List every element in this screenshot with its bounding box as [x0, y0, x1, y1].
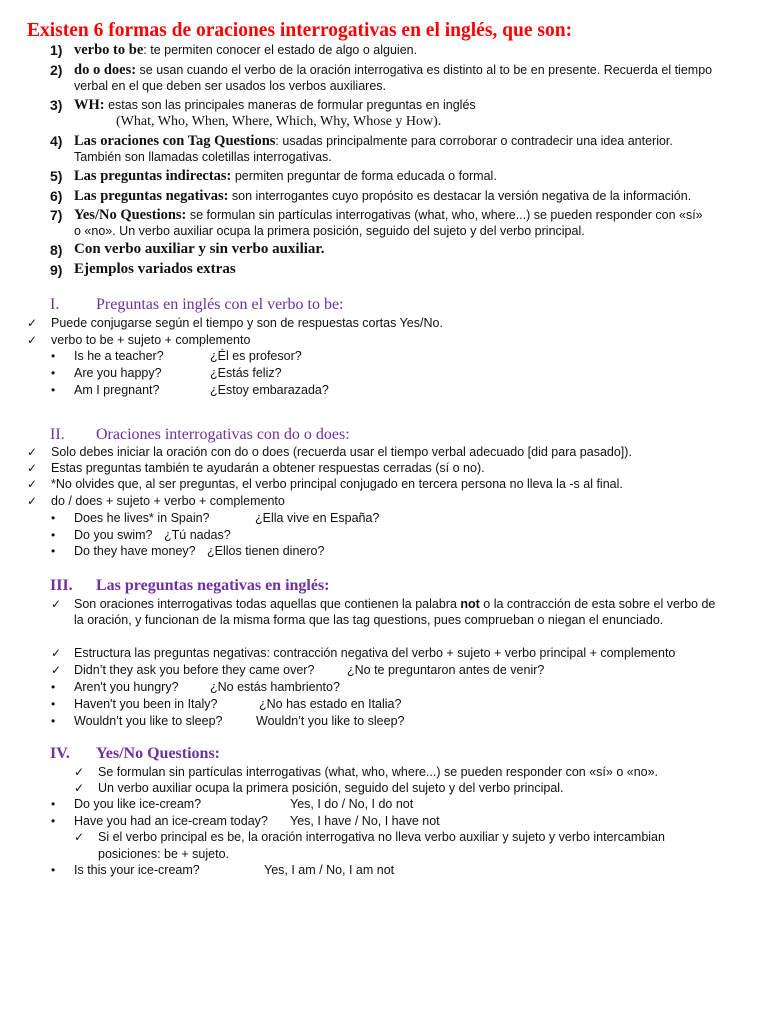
example-es: ¿Estoy embarazada?	[210, 383, 329, 397]
list-number: 7)	[50, 207, 63, 223]
list-item: Las preguntas indirectas: permiten preguntar de forma educada o formal.	[74, 168, 497, 184]
example-en: Do you swim?	[74, 528, 153, 542]
list-item: Con verbo auxiliar y sin verbo auxiliar.	[74, 241, 325, 257]
bullet-icon: •	[51, 680, 56, 694]
bullet-icon: •	[51, 697, 56, 711]
section-heading: IV. Yes/No Questions:	[50, 745, 221, 762]
example-en: Is this your ice-cream?	[74, 863, 200, 877]
list-item: verbo to be: te permiten conocer el estado de algo o alguien.	[74, 42, 418, 58]
example-es: ¿No te preguntaron antes de venir?	[347, 663, 545, 677]
check-text: Puede conjugarse según el tiempo y son de respuestas cortas Yes/No.	[51, 316, 443, 330]
check-icon: ✓	[27, 445, 38, 459]
example-en: Wouldn’t you like to sleep?	[74, 714, 223, 728]
bullet-icon: •	[51, 863, 56, 877]
example-en: Does he lives* in Spain?	[74, 511, 210, 525]
example-es: ¿Él es profesor?	[210, 349, 302, 363]
example-en: Do they have money?	[74, 544, 196, 558]
check-icon: ✓	[27, 477, 38, 491]
example-answer: Yes, I am / No, I am not	[264, 863, 395, 877]
example-es: ¿Ella vive en España?	[255, 511, 380, 525]
check-icon: ✓	[51, 663, 62, 677]
check-text-cont: posiciones: be + sujeto.	[98, 847, 229, 861]
list-item: Las preguntas negativas: son interrogantes cuyo propósito es destacar la versión negativa de la información.	[74, 188, 692, 204]
bullet-icon: •	[51, 528, 56, 542]
page-title: Existen 6 formas de oraciones interrogativas en el inglés, que son:	[27, 20, 573, 41]
bullet-icon: •	[51, 349, 56, 363]
section-heading: III. Las preguntas negativas en inglés:	[50, 577, 330, 594]
check-text: Se formulan sin partículas interrogativas (what, who, where...) se pueden responder con «sí» o «no».	[98, 765, 659, 779]
list-item: do o does: se usan cuando el verbo de la oración interrogativa es distinto al to be en presente. Recuerda el tiempo	[74, 62, 713, 78]
example-en: Haven't you been in Italy?	[74, 697, 218, 711]
list-item: Yes/No Questions: se formulan sin partículas interrogativas (what, who, where...) se pueden responder con «sí»	[74, 207, 703, 223]
bullet-icon: •	[51, 511, 56, 525]
check-text: Si el verbo principal es be, la oración interrogativa no lleva verbo auxiliar y sujeto y verbo intercambian	[98, 830, 665, 844]
check-icon: ✓	[51, 597, 62, 611]
bullet-icon: •	[51, 544, 56, 558]
check-text: Estas preguntas también te ayudarán a obtener respuestas cerradas (sí o no).	[51, 461, 485, 475]
example-es: ¿No estás hambriento?	[210, 680, 340, 694]
list-number: 2)	[50, 62, 63, 78]
list-item: Ejemplos variados extras	[74, 261, 236, 277]
list-number: 1)	[50, 42, 63, 58]
list-item: WH: estas son las principales maneras de formular preguntas en inglés	[74, 97, 476, 113]
bullet-icon: •	[51, 366, 56, 380]
list-number: 4)	[50, 133, 63, 149]
check-text: Solo debes iniciar la oración con do o does (recuerda usar el tiempo verbal adecuado [did para pasado]).	[51, 445, 632, 459]
bullet-icon: •	[51, 797, 56, 811]
section-heading: I. Preguntas en inglés con el verbo to be:	[50, 296, 344, 313]
example-en: Am I pregnant?	[74, 383, 160, 397]
check-text: do / does + sujeto + verbo + complemento	[51, 494, 285, 508]
example-en: Are you happy?	[74, 366, 162, 380]
list-number: 8)	[50, 242, 63, 258]
example-es: ¿Ellos tienen dinero?	[207, 544, 325, 558]
check-icon: ✓	[51, 646, 62, 660]
check-icon: ✓	[74, 765, 85, 779]
check-text: Son oraciones interrogativas todas aquellas que contienen la palabra not o la contracción de esta sobre el verbo de	[74, 597, 716, 611]
example-en: Is he a teacher?	[74, 349, 164, 363]
check-text: *No olvides que, al ser preguntas, el verbo principal conjugado en tercera persona no lleva la -s al final.	[51, 477, 623, 491]
list-item-cont: verbal en el que deben ser usados los verbos auxiliares.	[74, 79, 386, 93]
check-icon: ✓	[27, 461, 38, 475]
example-answer: Yes, I have / No, I have not	[290, 814, 440, 828]
example-answer: Yes, I do / No, I do not	[290, 797, 414, 811]
example-es: ¿Tú nadas?	[164, 528, 231, 542]
example-en: Have you had an ice-cream today?	[74, 814, 268, 828]
example-es: Wouldn’t you like to sleep?	[256, 714, 405, 728]
example-en: Do you like ice-cream?	[74, 797, 202, 811]
list-item: Las oraciones con Tag Questions: usadas principalmente para corroborar o contradecir una idea anterior.	[74, 133, 673, 149]
list-number: 6)	[50, 188, 63, 204]
example-en: Didn’t they ask you before they came over?	[74, 663, 315, 677]
list-number: 9)	[50, 262, 63, 278]
check-icon: ✓	[74, 781, 85, 795]
check-icon: ✓	[27, 333, 38, 347]
list-item-cont: o «no». Un verbo auxiliar ocupa la primera posición, seguido del sujeto y del verbo principal.	[74, 224, 585, 238]
check-icon: ✓	[74, 830, 85, 844]
list-number: 5)	[50, 168, 63, 184]
list-number: 3)	[50, 97, 63, 113]
section-heading: II. Oraciones interrogativas con do o does:	[50, 426, 350, 443]
list-item-cont: (What, Who, When, Where, Which, Why, Whose y How).	[116, 114, 442, 129]
bullet-icon: •	[51, 814, 56, 828]
check-icon: ✓	[27, 316, 38, 330]
list-item-cont: También son llamadas coletillas interrogativas.	[74, 150, 332, 164]
check-text-cont: la oración, y funcionan de la misma forma que las tag questions, pues comprueban o niegan el enunciado.	[74, 613, 664, 627]
check-text: Un verbo auxiliar ocupa la primera posición, seguido del sujeto y del verbo principal.	[98, 781, 564, 795]
check-text: Estructura las preguntas negativas: contracción negativa del verbo + sujeto + verbo principal + complemento	[74, 646, 676, 660]
bullet-icon: •	[51, 383, 56, 397]
check-text: verbo to be + sujeto + complemento	[51, 333, 251, 347]
example-es: ¿Estás feliz?	[210, 366, 282, 380]
example-es: ¿No has estado en Italia?	[259, 697, 402, 711]
example-en: Aren't you hungry?	[74, 680, 179, 694]
check-icon: ✓	[27, 494, 38, 508]
bullet-icon: •	[51, 714, 56, 728]
